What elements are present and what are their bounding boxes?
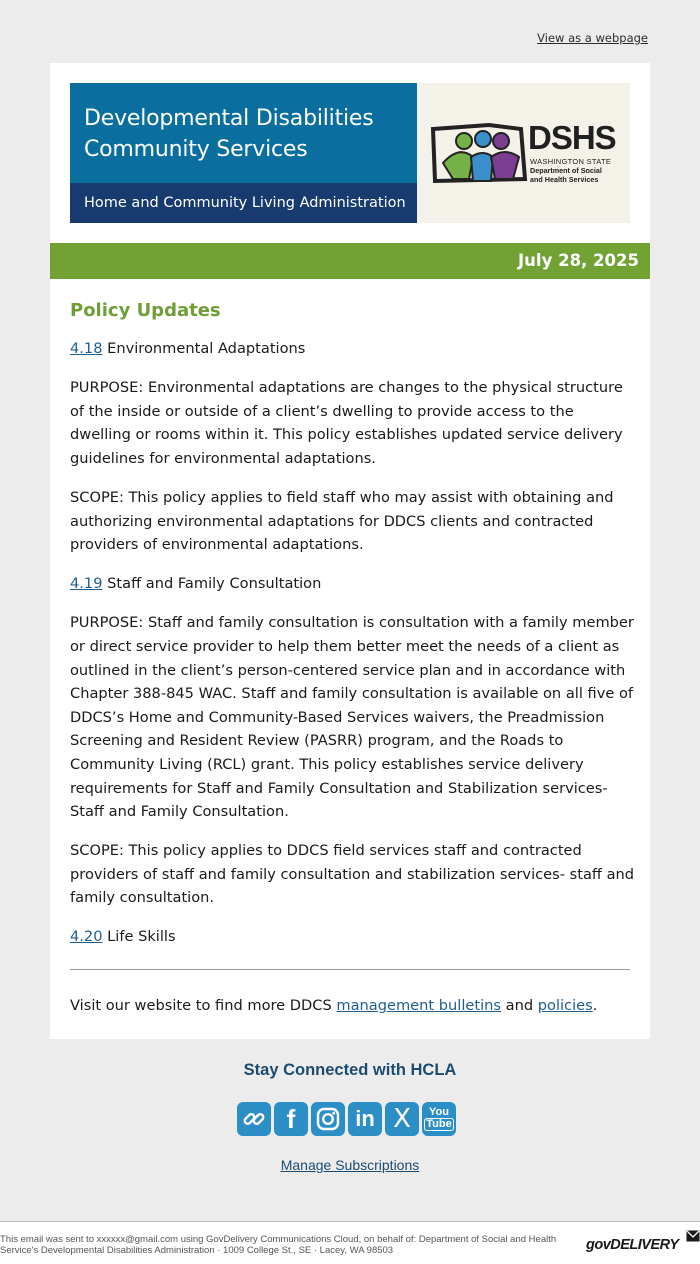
youtube-glyph-bottom: Tube (426, 1118, 452, 1130)
policy-scope: SCOPE: This policy applies to field staff who may assist with obtaining and authorizing environmental adaptations for DDCS clients and contracted providers of environmental adaptations. (70, 488, 614, 554)
x-icon[interactable] (385, 1102, 419, 1136)
policy-title: Staff and Family Consultation (102, 575, 322, 593)
facebook-glyph: f (286, 1104, 296, 1134)
manage-subscriptions-link[interactable]: Manage Subscriptions (280, 1157, 420, 1173)
policies-link[interactable]: policies (537, 997, 593, 1015)
main-content (70, 299, 635, 1033)
dshs-department-line-1: Department of Social (530, 166, 602, 175)
visit-website-text (70, 994, 635, 1018)
x-glyph: X (393, 1104, 411, 1134)
header-banner (70, 83, 630, 223)
email-card (50, 63, 650, 1039)
facebook-icon[interactable] (274, 1102, 308, 1136)
policy-title: Life Skills (102, 928, 176, 946)
banner-title-line-1: Developmental Disabilities (84, 106, 374, 131)
banner-title (84, 103, 414, 165)
banner-title-line-2: Community Services (84, 137, 308, 162)
link-icon[interactable] (237, 1102, 271, 1136)
dshs-department-label (530, 166, 602, 184)
linkedin-icon[interactable] (348, 1102, 382, 1136)
dshs-department-line-2: and Health Services (530, 175, 599, 184)
policy-heading-4-19 (70, 572, 635, 596)
visit-suffix: . (592, 997, 598, 1015)
top-bar (0, 0, 700, 63)
date-bar: July 28, 2025 (50, 243, 650, 279)
footer-disclaimer: This email was sent to xxxxxx@gmail.com using GovDelivery Communications Cloud, on behalf of: Department of Social and Health Service's Developmental Disabilities Administration · 1009 College St., SE · Lacey, WA 98503 (0, 1234, 557, 1256)
policy-link-4-20[interactable]: 4.20 (70, 928, 103, 946)
envelope-icon (686, 1230, 700, 1242)
dshs-state-family-icon (429, 121, 529, 187)
policy-title: Environmental Adaptations (102, 340, 306, 357)
divider (70, 969, 630, 970)
banner-title-panel (70, 83, 417, 223)
youtube-glyph-top: You (429, 1106, 449, 1118)
stay-connected-title: Stay Connected with HCLA (243, 1061, 457, 1079)
policy-heading-4-18 (70, 337, 635, 361)
linkedin-glyph: in (355, 1106, 375, 1131)
dshs-state-label: WASHINGTON STATE (530, 157, 612, 166)
chain-link-glyph (242, 1107, 266, 1131)
dshs-wordmark: DSHS (528, 119, 616, 156)
visit-prefix: Visit our website to find more DDCS (70, 997, 337, 1015)
instagram-glyph (315, 1106, 341, 1132)
view-as-webpage-link[interactable]: View as a webpage (537, 31, 648, 45)
policy-link-4-19[interactable]: 4.19 (70, 575, 103, 593)
dshs-logo (417, 83, 630, 223)
policy-scope: SCOPE: This policy applies to DDCS field services staff and contracted providers of staff and family consultation and stabilization services- staff and family consultation. (70, 842, 635, 907)
policy-purpose: PURPOSE: Staff and family consultation is consultation with a family member or direct service provider to help them better meet the needs of a client as outlined in the client’s person-centered service plan and in accordance with Chapter 388-845 WAC. Staff and family consultation is available on all five of DDCS’s Home and Community-Based Services waivers, the Preadmission Screening and Resident Review (PASRR) program, and the Roads to Community Living (RCL) grant. This policy establishes service delivery requirements for Staff and Family Consultation and Stabilization services- Staff and Family Consultation. (70, 614, 634, 821)
youtube-icon[interactable] (422, 1102, 456, 1136)
policy-heading-4-20 (70, 925, 635, 949)
section-title: Policy Updates (70, 300, 221, 321)
management-bulletins-link[interactable]: management bulletins (336, 997, 502, 1015)
policy-purpose: PURPOSE: Environmental adaptations are changes to the physical structure of the inside or outside of a client’s dwelling to provide access to the dwelling or rooms within it. This policy establishes updated service delivery guidelines for environmental adaptations. (70, 379, 623, 467)
footer (0, 1221, 700, 1264)
visit-and: and (501, 997, 538, 1015)
instagram-icon[interactable] (311, 1102, 345, 1136)
govdelivery-logo: govDELIVERY (586, 1237, 679, 1253)
social-icons (237, 1102, 456, 1137)
policy-link-4-18[interactable]: 4.18 (70, 340, 103, 357)
banner-subtitle: Home and Community Living Administration (70, 183, 417, 223)
